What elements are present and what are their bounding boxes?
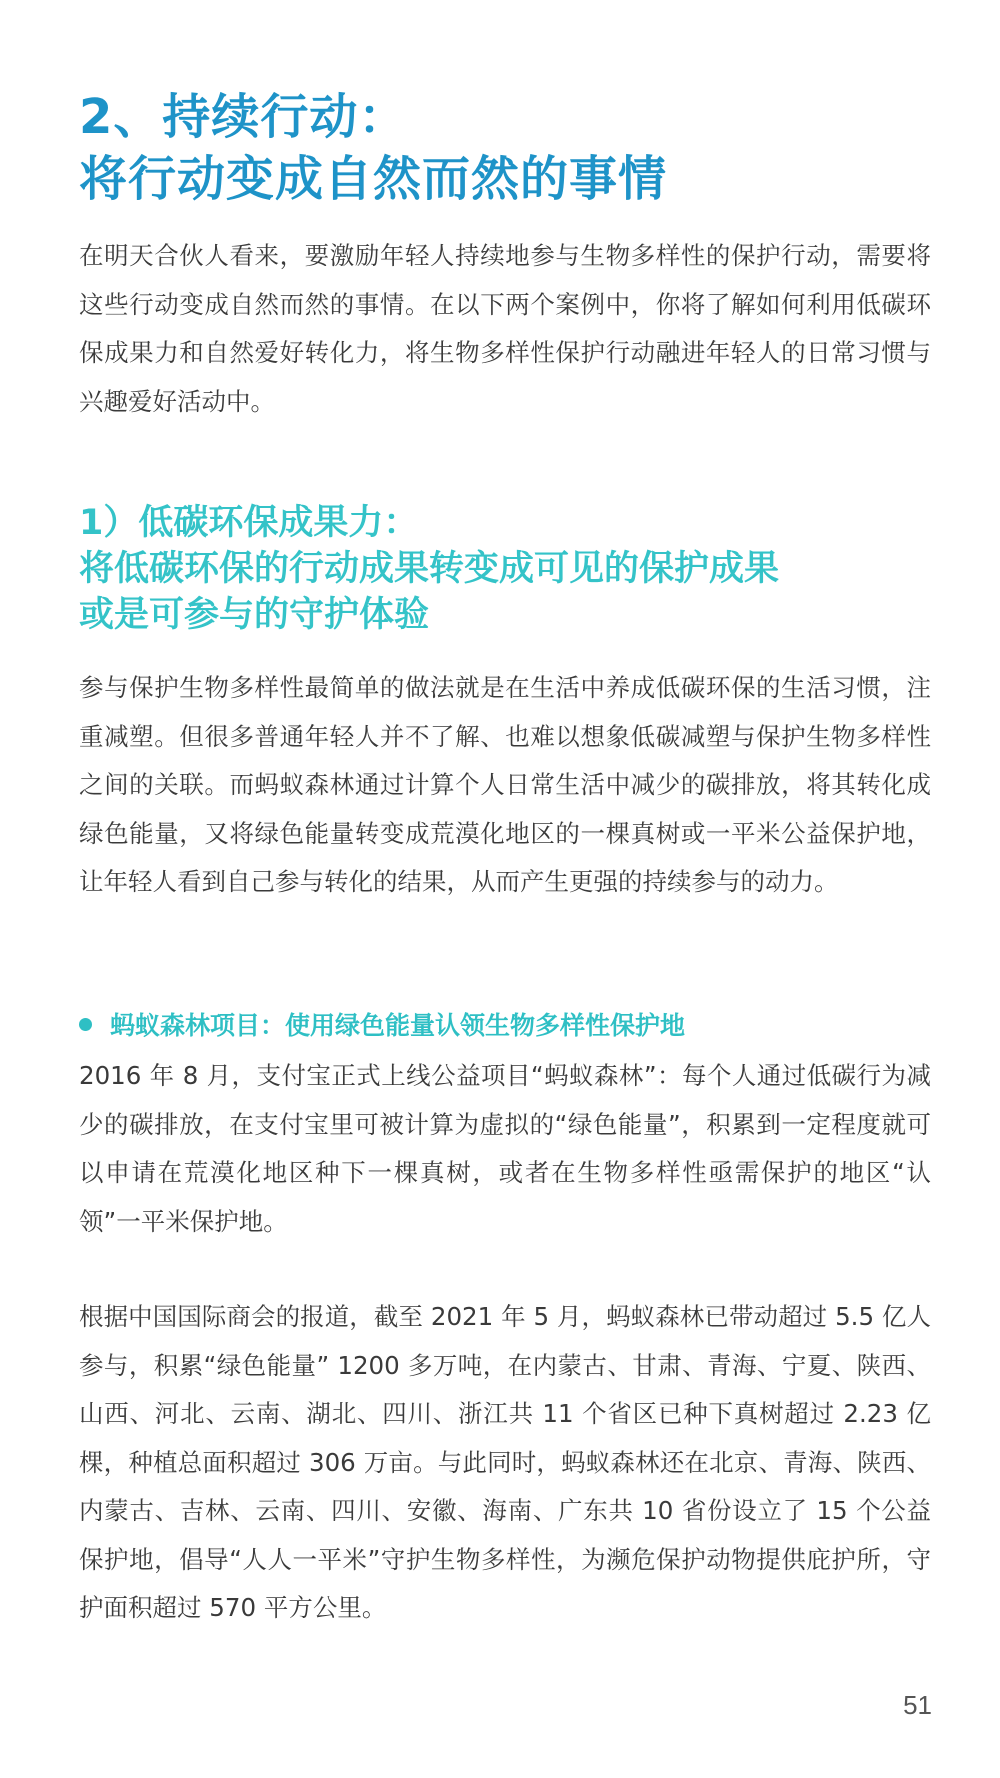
page-title-line-2: 将行动变成自然而然的事情 (79, 151, 668, 207)
section-title-line-2: 将低碳环保的行动成果转变成可见的保护成果 (79, 549, 780, 589)
page-title (79, 86, 939, 210)
section-title-line-1: 1）低碳环保成果力： (79, 503, 419, 543)
section-title-line-3: 或是可参与的守护体验 (79, 595, 430, 635)
case-paragraph-1: 2016 年 8 月，支付宝正式上线公益项目“蚂蚁森林”：每个人通过低碳行为减少的碳排放，在支付宝里可被计算为虚拟的“绿色能量”，积累到一定程度就可以申请在荒漠化地区种下一棵真树，或者在生物多样性亟需保护的地区“认领”一平米保护地。 (79, 1061, 931, 1236)
case-heading-text: 蚂蚁森林项目：使用绿色能量认领生物多样性保护地 (110, 1011, 686, 1040)
page-number: 51 (903, 1690, 932, 1720)
case-heading (79, 1004, 939, 1044)
intro-paragraph: 在明天合伙人看来，要激励年轻人持续地参与生物多样性的保护行动，需要将这些行动变成自然而然的事情。在以下两个案例中，你将了解如何利用低碳环保成果力和自然爱好转化力，将生物多样性保护行动融进年轻人的日常习惯与兴趣爱好活动中。 (79, 241, 931, 416)
page-title-line-1: 2、持续行动： (79, 89, 408, 145)
case-paragraph-2: 根据中国国际商会的报道，截至 2021 年 5 月，蚂蚁森林已带动超过 5.5 亿人参与，积累“绿色能量” 1200 多万吨，在内蒙古、甘肃、青海、宁夏、陕西、山西、河北、云南、湖北、四川、浙江共 11 个省区已种下真树超过 2.23 亿棵，种植总面积超过 306 万亩。与此同时，蚂蚁森林还在北京、青海、陕西、内蒙古、吉林、云南、四川、安徽、海南、广东共 10 省份设立了 15 个公益保护地，倡导“人人一平米”守护生物多样性，为濒危保护动物提供庇护所，守护面积超过 570 平方公里。 (79, 1302, 931, 1622)
section-title (79, 500, 939, 638)
section-paragraph: 参与保护生物多样性最简单的做法就是在生活中养成低碳环保的生活习惯，注重减塑。但很多普通年轻人并不了解、也难以想象低碳减塑与保护生物多样性之间的关联。而蚂蚁森林通过计算个人日常生活中减少的碳排放，将其转化成绿色能量，又将绿色能量转变成荒漠化地区的一棵真树或一平米公益保护地，让年轻人看到自己参与转化的结果，从而产生更强的持续参与的动力。 (79, 673, 931, 896)
bullet-dot-icon (79, 1018, 92, 1031)
